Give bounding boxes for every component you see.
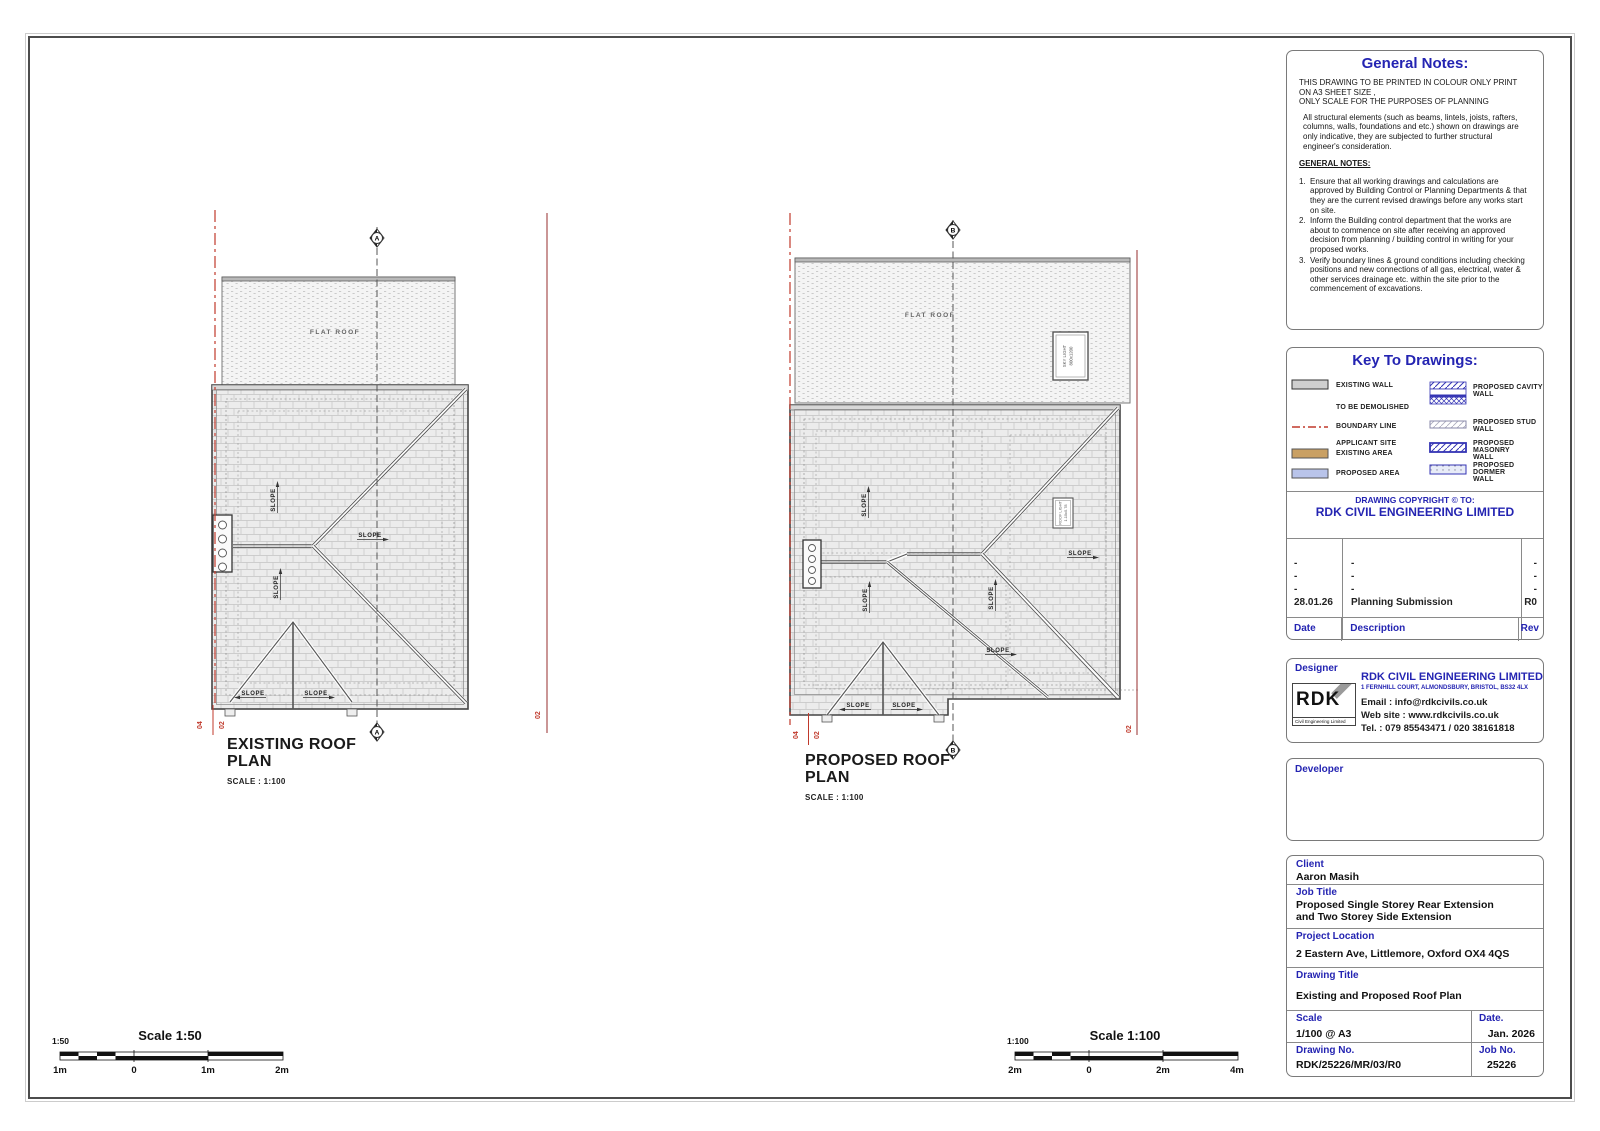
proposed-plan-scale: SCALE : 1:100 (805, 793, 864, 802)
svg-text:0: 0 (131, 1065, 137, 1076)
copyright-block: DRAWING COPYRIGHT © TO: RDK CIVIL ENGINEERING LIMITED (1315, 495, 1515, 519)
key-title: Key To Drawings: (1352, 352, 1478, 369)
designer-email[interactable]: Email : info@rdkcivils.co.uk (1361, 697, 1488, 708)
flat-roof-label: FLAT ROOF (904, 312, 956, 319)
section-marker-b-top (946, 221, 960, 239)
legend-proposed-area: PROPOSED AREA (1336, 470, 1400, 477)
svg-text:02: 02 (1126, 725, 1133, 733)
existing-flat-roof (222, 277, 455, 385)
job-no-value: 25226 (1487, 1059, 1517, 1071)
existing-area-swatch (1291, 448, 1329, 460)
proposed-cavity-wall-swatch (1429, 381, 1467, 406)
drawing-no-label: Drawing No. (1296, 1045, 1355, 1056)
site-line-right (535, 213, 547, 733)
date-label: Date. (1479, 1013, 1504, 1024)
svg-text:SLOPE: SLOPE (1068, 551, 1092, 557)
svg-text:SKY LIGHT: SKY LIGHT (1062, 344, 1067, 368)
project-location-value: 2 Eastern Ave, Littlemore, Oxford OX4 4QS (1296, 948, 1510, 960)
svg-text:800x1200: 800x1200 (1068, 346, 1074, 366)
scale-value: 1/100 @ A3 (1296, 1028, 1352, 1040)
legend-existing-area: EXISTING AREA (1336, 450, 1393, 457)
svg-text:02: 02 (219, 721, 226, 729)
note-item-2: 2. Inform the Building control department that the works are about to commence on site after receiving an approved decision from planning / building control in writing for your proposed works. (1299, 216, 1514, 254)
existing-roof-plan-drawing (185, 205, 565, 815)
svg-text:1:50: 1:50 (52, 1036, 70, 1046)
proposed-masonry-wall-swatch (1429, 442, 1467, 454)
legend-cavity-wall: PROPOSED CAVITY WALL (1473, 384, 1543, 398)
proposed-roof-plan-drawing (770, 205, 1165, 830)
svg-text:04: 04 (793, 731, 800, 739)
legend-applicant-site: APPLICANT SITE (1336, 440, 1397, 447)
note-item-3: 3. Verify boundary lines & ground conditions including checking positions and new connections of all gas, electrical, water & other services drainage etc. within the site prior to the commencement of excavations. (1299, 255, 1525, 294)
roof-light (1053, 498, 1073, 528)
project-location-label: Project Location (1296, 931, 1375, 942)
svg-text:SLOPE: SLOPE (862, 493, 868, 517)
scale-bar-segments (60, 1050, 283, 1062)
legend-stud-wall: PROPOSED STUD WALL (1473, 419, 1537, 433)
skylight (1053, 332, 1088, 380)
existing-wall-swatch (1291, 379, 1329, 391)
svg-text:0: 0 (1086, 1065, 1092, 1076)
developer-label: Developer (1295, 764, 1344, 775)
rdk-logo: RDK Civil Engineering Limited (1292, 683, 1356, 726)
client-label: Client (1296, 859, 1324, 870)
proposed-main-roof (790, 405, 1138, 722)
existing-plan-title: EXISTING ROOF PLAN SCALE : 1:100 (227, 736, 356, 790)
chimney (803, 540, 821, 588)
scale-bar-1-100 (995, 1026, 1255, 1078)
svg-text:SLOPE: SLOPE (271, 488, 277, 512)
designer-company: RDK CIVIL ENGINEERING LIMITED (1361, 671, 1543, 683)
section-marker-a-top (370, 229, 384, 247)
scale-bar-1-50 (40, 1026, 300, 1078)
svg-text:SLOPE: SLOPE (989, 586, 995, 610)
general-notes-title: General Notes: (1361, 55, 1469, 72)
notes-subheading: GENERAL NOTES: (1299, 159, 1371, 169)
svg-text:A: A (374, 235, 380, 243)
svg-text:1m: 1m (201, 1065, 215, 1076)
legend-dormer-wall: PROPOSED DORMER WALL (1473, 462, 1515, 483)
notes-structural-statement: All structural elements (such as beams, lintels, joists, rafters, columns, walls, foundations and etc.) shown on drawings are only indicative, they are subjected to further structural engineer's consideration. (1303, 112, 1519, 151)
job-title-line1: Proposed Single Storey Rear Extension (1296, 899, 1494, 911)
svg-text:SLOPE: SLOPE (274, 575, 280, 599)
svg-text:B: B (950, 227, 956, 235)
note-item-1: 1. Ensure that all working drawings and calculations are approved by Building Control or Planning Departments & that they are the current revised drawings before any works start on site. (1299, 176, 1527, 215)
svg-text:B: B (950, 747, 956, 755)
svg-text:SLOPE: SLOPE (986, 648, 1010, 654)
notes-print-statement: THIS DRAWING TO BE PRINTED IN COLOUR ONLY PRINT ON A3 SHEET SIZE , (1299, 78, 1518, 97)
client-value: Aaron Masih (1296, 871, 1360, 883)
svg-text:SLOPE: SLOPE (304, 691, 328, 697)
svg-text:ROOF LIGHT: ROOF LIGHT (1057, 501, 1063, 525)
boundary-line-swatch (1291, 421, 1329, 433)
existing-plan-scale: SCALE : 1:100 (227, 777, 286, 786)
designer-panel (1286, 658, 1544, 743)
legend-existing-wall: EXISTING WALL (1336, 382, 1394, 389)
date-value: Jan. 2026 (1487, 1028, 1535, 1040)
job-title-label: Job Title (1296, 887, 1337, 898)
proposed-area-swatch (1291, 468, 1329, 480)
title-block (1286, 855, 1544, 1077)
revision-table-header: Date Description Rev (1287, 617, 1543, 641)
drawing-title-label: Drawing Title (1296, 970, 1359, 981)
svg-text:4m: 4m (1230, 1065, 1244, 1076)
proposed-plan-title: PROPOSED ROOF PLAN SCALE : 1:100 (805, 752, 950, 806)
svg-text:2m: 2m (1008, 1065, 1022, 1076)
drawing-no-value: RDK/25226/MR/03/R0 (1296, 1059, 1402, 1071)
proposed-dormer-wall-swatch (1429, 464, 1467, 476)
svg-text:SLOPE: SLOPE (892, 703, 916, 709)
grid-refs-left (793, 713, 821, 745)
legend-to-be-demolished: TO BE DEMOLISHED (1336, 404, 1410, 411)
svg-text:02: 02 (814, 731, 821, 739)
proposed-stud-wall-swatch (1429, 420, 1467, 430)
svg-text:2m: 2m (275, 1065, 289, 1076)
svg-text:04: 04 (197, 721, 204, 729)
svg-text:Scale 1:100: Scale 1:100 (1089, 1028, 1161, 1043)
proposed-flat-roof (795, 258, 1130, 403)
svg-text:SLOPE: SLOPE (358, 533, 382, 539)
legend-masonry-wall: PROPOSED MASONRY WALL (1473, 440, 1515, 461)
revision-table: - - - 28.01.26 - - - Planning Submission - - - R0 (1287, 538, 1543, 639)
drawing-title-value: Existing and Proposed Roof Plan (1296, 990, 1462, 1002)
svg-text:1:100: 1:100 (1007, 1036, 1029, 1046)
general-notes-panel (1286, 50, 1544, 330)
svg-text:SLOPE: SLOPE (241, 691, 265, 697)
chimney (213, 515, 232, 572)
svg-text:A: A (374, 729, 380, 737)
designer-address: 1 FERNHILL COURT, ALMONDSBURY, BRISTOL, BS32 4LX (1361, 685, 1529, 691)
svg-text:2m: 2m (1156, 1065, 1170, 1076)
svg-text:SLOPE: SLOPE (863, 588, 869, 612)
svg-text:SLOPE: SLOPE (846, 703, 870, 709)
key-to-drawings-panel (1286, 347, 1544, 640)
notes-scale-statement: ONLY SCALE FOR THE PURPOSES OF PLANNING (1299, 97, 1489, 107)
developer-panel (1286, 758, 1544, 841)
flat-roof-label: FLAT ROOF (309, 329, 361, 336)
svg-text:Scale 1:50: Scale 1:50 (138, 1028, 202, 1043)
legend-boundary-line: BOUNDARY LINE (1336, 423, 1397, 430)
existing-main-roof (212, 385, 468, 716)
section-marker-a-bottom (370, 723, 384, 741)
job-title-line2: and Two Storey Side Extension (1296, 911, 1452, 923)
designer-phone: Tel. : 079 85543471 / 020 38161818 (1361, 723, 1515, 734)
scale-bar-segments (1015, 1050, 1238, 1062)
svg-text:1.10x0.78: 1.10x0.78 (1063, 504, 1068, 522)
scale-label: Scale (1296, 1013, 1323, 1024)
designer-label: Designer (1295, 663, 1338, 674)
svg-text:1m: 1m (53, 1065, 67, 1076)
job-no-label: Job No. (1479, 1045, 1516, 1056)
designer-website[interactable]: Web site : www.rdkcivils.co.uk (1361, 710, 1499, 721)
svg-text:02: 02 (535, 711, 542, 719)
